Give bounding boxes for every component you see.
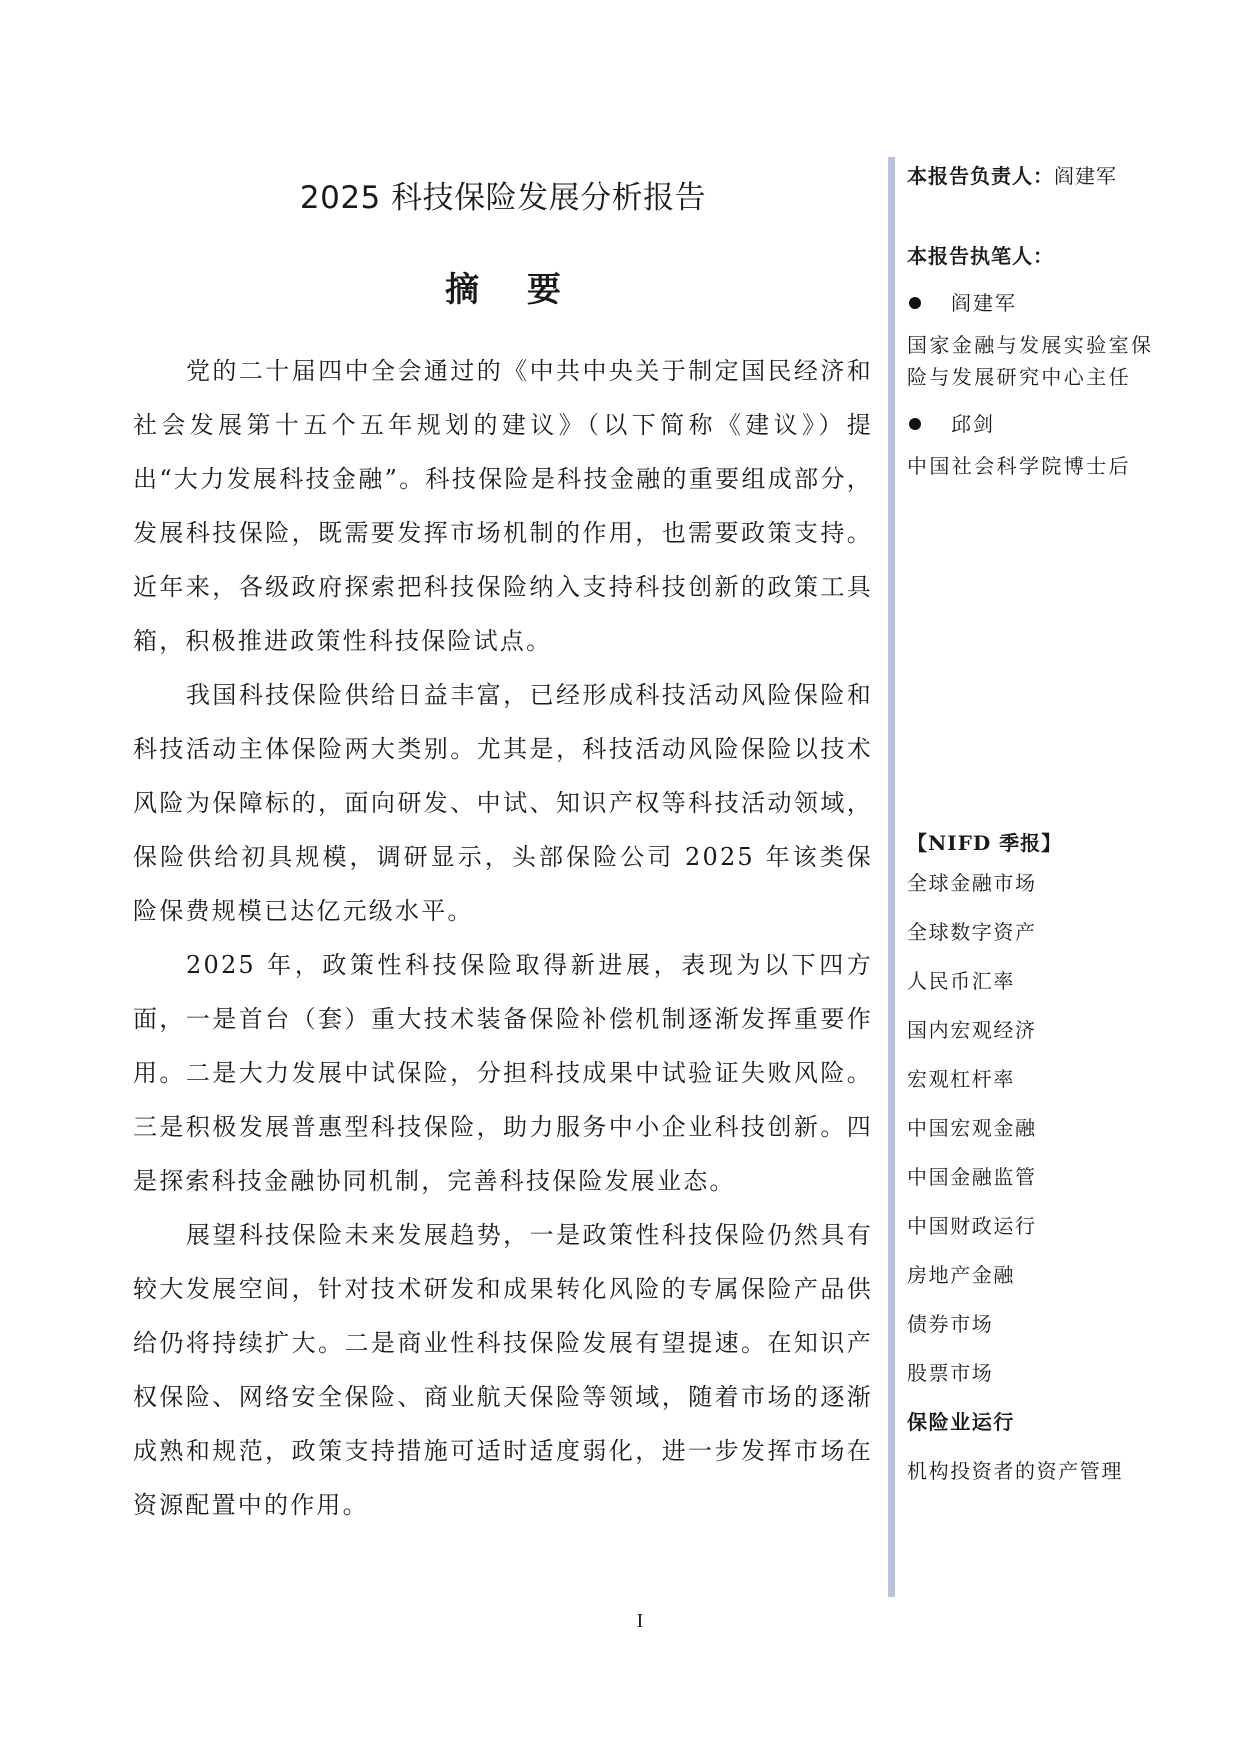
author-entry-2 [907, 408, 1157, 440]
author-affiliation: 中国社会科学院博士后 [907, 454, 1131, 478]
nifd-report-item-current[interactable]: 保险业运行 [907, 1410, 1015, 1434]
report-sidebar [907, 160, 1157, 1496]
nifd-report-item[interactable]: 机构投资者的资产管理 [907, 1459, 1123, 1483]
nifd-report-item[interactable]: 全球数字资产 [907, 920, 1037, 944]
nifd-report-list [907, 859, 1157, 1496]
nifd-report-item[interactable]: 国内宏观经济 [907, 1018, 1037, 1042]
report-main-column [133, 168, 873, 1532]
nifd-report-item[interactable]: 中国宏观金融 [907, 1116, 1037, 1140]
nifd-report-item[interactable]: 人民币汇率 [907, 969, 1015, 993]
writers-label: 本报告执笔人： [907, 244, 1054, 268]
abstract-paragraph-1: 党的二十届四中全会通过的《中共中央关于制定国民经济和社会发展第十五个五年规划的建议》（以下简称《建议》）提出“大力发展科技金融”。科技保险是科技金融的重要组成部分，发展科技保险，既需要发挥市场机制的作用，也需要政策支持。近年来，各级政府探索把科技保险纳入支持科技创新的政策工具箱，积极推进政策性科技保险试点。 [133, 357, 873, 655]
nifd-report-item[interactable]: 中国金融监管 [907, 1165, 1037, 1189]
responsible-label: 本报告负责人： [907, 164, 1054, 188]
bullet-icon [909, 297, 921, 309]
abstract-paragraph-4: 展望科技保险未来发展趋势，一是政策性科技保险仍然具有较大发展空间，针对技术研发和成果转化风险的专属保险产品供给仍将持续扩大。二是商业性科技保险发展有望提速。在知识产权保险、网络安全保险、商业航天保险等领域，随着市场的逐渐成熟和规范，政策支持措施可适时适度弱化，进一步发挥市场在资源配置中的作用。 [133, 1221, 873, 1519]
report-title: 2025 科技保险发展分析报告 [299, 180, 707, 216]
bullet-icon [909, 418, 921, 430]
sidebar-divider [888, 157, 895, 1597]
nifd-report-item[interactable]: 全球金融市场 [907, 871, 1037, 895]
nifd-quarterly-header: 【NIFD 季报】 [907, 831, 1063, 855]
nifd-report-item[interactable]: 股票市场 [907, 1361, 994, 1385]
nifd-report-item[interactable]: 中国财政运行 [907, 1214, 1037, 1238]
nifd-report-item[interactable]: 房地产金融 [907, 1263, 1015, 1287]
responsible-name: 阎建军 [1054, 164, 1117, 188]
page-number: I [636, 1610, 644, 1632]
abstract-paragraph-3: 2025 年，政策性科技保险取得新进展，表现为以下四方面，一是首台（套）重大技术装备保险补偿机制逐渐发挥重要作用。二是大力发展中试保险，分担科技成果中试验证失败风险。三是积极发展普惠型科技保险，助力服务中小企业科技创新。四是探索科技金融协同机制，完善科技保险发展业态。 [133, 951, 873, 1195]
abstract-paragraph-2: 我国科技保险供给日益丰富，已经形成科技活动风险保险和科技活动主体保险两大类别。尤其是，科技活动风险保险以技术风险为保障标的，面向研发、中试、知识产权等科技活动领域，保险供给初具规模，调研显示，头部保险公司 2025 年该类保险保费规模已达亿元级水平。 [133, 681, 873, 925]
nifd-report-item[interactable]: 债券市场 [907, 1312, 994, 1336]
responsible-person [907, 160, 1157, 192]
author-affiliation: 国家金融与发展实验室保险与发展研究中心主任 [907, 333, 1154, 389]
author-name: 邱剑 [951, 412, 995, 436]
author-entry-1 [907, 287, 1157, 319]
nifd-report-item[interactable]: 宏观杠杆率 [907, 1067, 1015, 1091]
author-name: 阎建军 [951, 291, 1017, 315]
section-title-abstract: 摘 要 [445, 270, 579, 310]
